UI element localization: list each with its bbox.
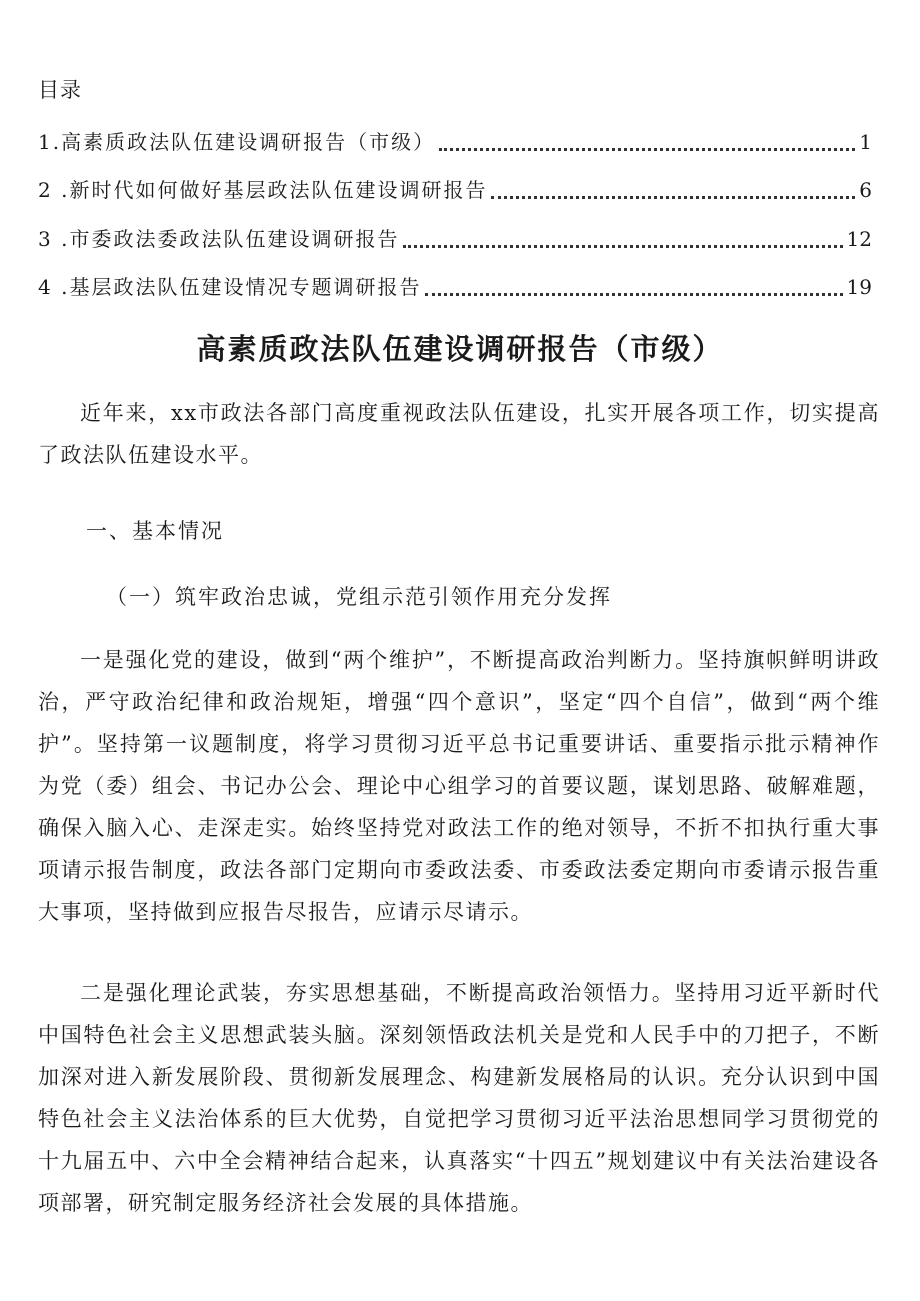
toc-entry-4[interactable] [38,271,872,303]
toc-entry-title: 新时代如何做好基层政法队伍建设调研报告 [69,178,488,202]
document-title: 高素质政法队伍建设调研报告（市级） [196,332,724,366]
toc-entry-page: 12 [846,227,872,251]
toc-entry-number: 2 . [38,178,70,202]
toc-entry-page: 6 [859,178,872,202]
toc-entry-1[interactable] [38,126,872,158]
section-heading: 一、基本情况 [86,519,224,543]
toc-entry-3[interactable] [38,223,872,255]
body-paragraph-2: 二是强化理论武装，夯实思想基础，不断提高政治领悟力。坚持用习近平新时代中国特色社会主义思想武装头脑。深刻领悟政法机关是党和人民手中的刀把子，不断加深对进入新发展阶段、贯彻新发展理念、构建新发展格局的认识。充分认识到中国特色社会主义法治体系的巨大优势，自觉把学习贯彻习近平法治思想同学习贯彻党的十九届五中、六中全会精神结合起来，认真落实“十四五”规划建议中有关法治建设各项部署，研究制定服务经济社会发展的具体措施。 [38,981,880,1215]
toc-entry-number: 1. [38,130,62,154]
toc-entry-number: 4 . [38,275,70,299]
toc-entry-title: 市委政法委政法队伍建设调研报告 [69,227,400,251]
toc-entry-2[interactable] [38,174,872,206]
toc-dot-leader [439,148,855,151]
toc-heading: 目录 [38,78,82,102]
toc-entry-page: 19 [846,275,872,299]
toc-dot-leader [491,196,855,199]
body-paragraph-1: 一是强化党的建设，做到“两个维护”，不断提高政治判断力。坚持旗帜鲜明讲政治，严守政治纪律和政治规矩，增强“四个意识”，坚定“四个自信”，做到“两个维护”。坚持第一议题制度，将学习贯彻习近平总书记重要讲话、重要指示批示精神作为党（委）组会、书记办公会、理论中心组学习的首要议题，谋划思路、破解难题，确保入脑入心、走深走实。始终坚持党对政法工作的绝对领导，不折不扣执行重大事项请示报告制度，政法各部门定期向市委政法委、市委政法委定期向市委请示报告重大事项，坚持做到应报告尽报告，应请示尽请示。 [38,648,880,924]
intro-paragraph: 近年来，xx市政法各部门高度重视政法队伍建设，扎实开展各项工作，切实提高了政法队伍建设水平。 [38,401,880,467]
subsection-heading: （一）筑牢政治忠诚，党组示范引领作用充分发挥 [106,585,612,609]
toc-dot-leader [425,293,842,296]
toc-entry-title: 高素质政法队伍建设调研报告（市级） [61,130,436,154]
toc-entry-number: 3 . [38,227,70,251]
toc-entry-page: 1 [859,130,872,154]
toc-dot-leader [403,245,842,248]
toc-entry-title: 基层政法队伍建设情况专题调研报告 [69,275,422,299]
